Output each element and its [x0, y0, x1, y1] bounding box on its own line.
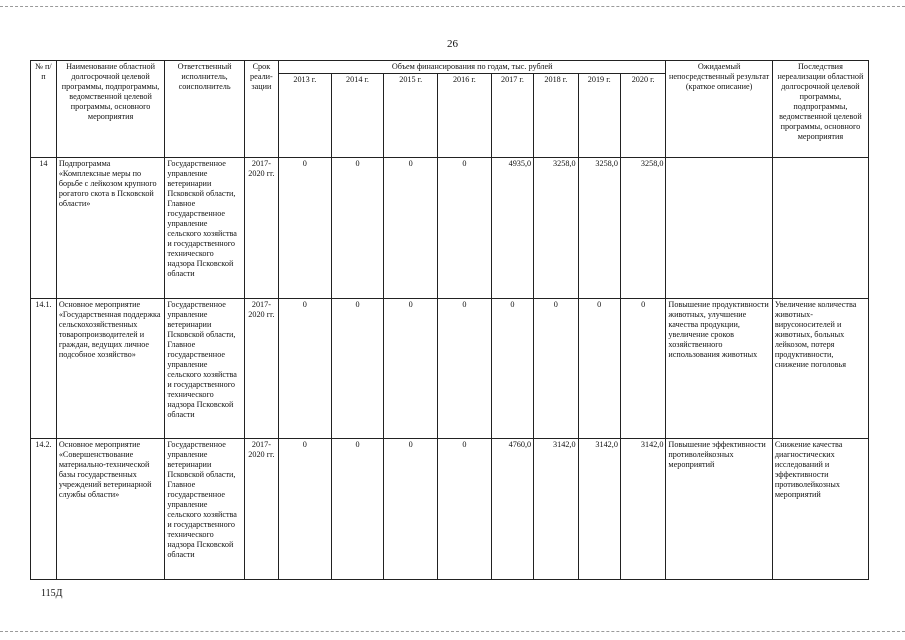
table-row: [31, 299, 869, 439]
row-value: 3142,0: [534, 439, 578, 580]
row-term: 2017-2020 гг.: [244, 299, 278, 439]
row-value: 0: [491, 299, 533, 439]
row-term: 2017-2020 гг.: [244, 439, 278, 580]
row-result: Повышение эффективности противолейкозных мероприятий: [666, 439, 772, 580]
year-header: 2018 г.: [534, 74, 578, 158]
year-header: 2019 г.: [578, 74, 620, 158]
row-result: Повышение продуктивности животных, улучшение качества продукции, увеличение сроков хозяйственного использования животных: [666, 299, 772, 439]
year-header: 2014 г.: [331, 74, 384, 158]
row-value: 0: [620, 299, 666, 439]
row-value: 0: [534, 299, 578, 439]
row-number: 14.2.: [31, 439, 57, 580]
row-value: 0: [384, 299, 438, 439]
row-value: 0: [384, 158, 438, 299]
col-result-header: Ожидаемый непосредственный результат (краткое описание): [666, 61, 772, 158]
row-value: 0: [438, 439, 492, 580]
row-number: 14.1.: [31, 299, 57, 439]
col-consequences-header: Последствия нереализации областной долгосрочной целевой программы, подпрограммы, ведомственной целевой программы, основного мероприятия: [772, 61, 868, 158]
row-value: 0: [278, 299, 331, 439]
row-name: Подпрограмма «Комплексные меры по борьбе с лейкозом крупного рогатого скота в Псковской области»: [56, 158, 164, 299]
col-num-header: № п/п: [31, 61, 57, 158]
row-value: 0: [331, 299, 384, 439]
row-responsible: Государственное управление ветеринарии Псковской области, Главное государственное управление сельского хозяйства и государственного технического надзора Псковской области: [165, 439, 245, 580]
row-number: 14: [31, 158, 57, 299]
row-value: 0: [331, 158, 384, 299]
row-value: 0: [278, 158, 331, 299]
col-name-header: Наименование областной долгосрочной целевой программы, подпрограммы, ведомственной целевой программы, основного мероприятия: [56, 61, 164, 158]
row-value: 0: [278, 439, 331, 580]
scan-edge-bottom: [0, 631, 905, 633]
row-value: 0: [578, 299, 620, 439]
year-header: 2016 г.: [438, 74, 492, 158]
table-row: [31, 158, 869, 299]
row-name: Основное мероприятие «Государственная поддержка сельскохозяйственных товаропроизводителей и граждан, ведущих личное подсобное хозяйство»: [56, 299, 164, 439]
row-value: 3142,0: [578, 439, 620, 580]
row-value: 4935,0: [491, 158, 533, 299]
row-responsible: Государственное управление ветеринарии Псковской области, Главное государственное управление сельского хозяйства и государственного технического надзора Псковской области: [165, 299, 245, 439]
year-header: 2013 г.: [278, 74, 331, 158]
document-code: 115Д: [41, 588, 63, 599]
row-value: 0: [384, 439, 438, 580]
funding-table: [30, 60, 869, 580]
table-row: [31, 439, 869, 580]
row-value: 4760,0: [491, 439, 533, 580]
row-responsible: Государственное управление ветеринарии Псковской области, Главное государственное управление сельского хозяйства и государственного технического надзора Псковской области: [165, 158, 245, 299]
row-value: 3258,0: [534, 158, 578, 299]
row-value: 3258,0: [620, 158, 666, 299]
row-value: 0: [331, 439, 384, 580]
row-consequences: [772, 158, 868, 299]
col-term-header: Срок реали-зации: [244, 61, 278, 158]
year-header: 2015 г.: [384, 74, 438, 158]
row-result: [666, 158, 772, 299]
scan-edge-top: [0, 6, 905, 8]
row-term: 2017-2020 гг.: [244, 158, 278, 299]
row-consequences: Увеличение количества животных-вирусоносителей и животных, больных лейкозом, потеря продуктивности, снижение поголовья: [772, 299, 868, 439]
year-header: 2020 г.: [620, 74, 666, 158]
col-funding-header: Объем финансирования по годам, тыс. рублей: [278, 61, 665, 74]
row-value: 0: [438, 299, 492, 439]
header-row: [31, 61, 869, 74]
row-value: 0: [438, 158, 492, 299]
row-name: Основное мероприятие «Совершенствование материально-технической базы государственных учреждений ветеринарной службы области»: [56, 439, 164, 580]
col-responsible-header: Ответственный исполнитель, соисполнитель: [165, 61, 245, 158]
year-header: 2017 г.: [491, 74, 533, 158]
row-value: 3258,0: [578, 158, 620, 299]
row-value: 3142,0: [620, 439, 666, 580]
page-number: 26: [447, 38, 458, 50]
row-consequences: Снижение качества диагностических исследований и эффективности противолейкозных мероприятий: [772, 439, 868, 580]
